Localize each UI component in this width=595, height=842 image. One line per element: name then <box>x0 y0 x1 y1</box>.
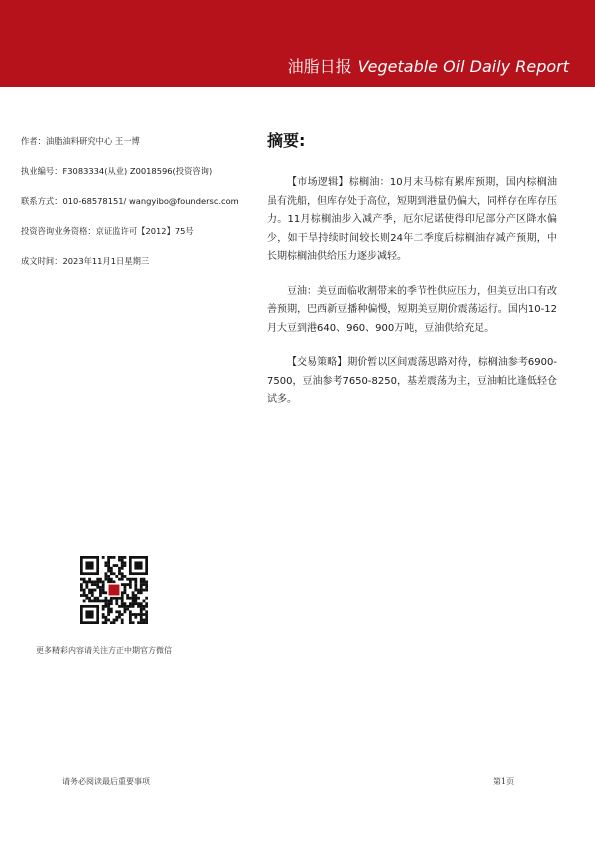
qr-code-icon <box>80 556 148 624</box>
report-title-en: Vegetable Oil Daily Report <box>357 57 569 76</box>
license-line: 执业编号：F3083334(从业) Z0018596(投资咨询) <box>21 166 213 176</box>
footer-notice: 请务必阅读最后重要事项 <box>62 777 150 786</box>
report-title <box>288 54 569 77</box>
summary-paragraph: 豆油：美豆面临收割带来的季节性供应压力，但美豆出口有改善预期，巴西新豆播种偏慢，短期美豆期价震荡运行。国内10-12月大豆到港640、960、900万吨，豆油供给充足。 <box>267 285 557 334</box>
summary-title: 摘要: <box>267 131 306 150</box>
author-info <box>21 135 251 285</box>
contact-line: 联系方式：010-68578151/ wangyibo@foundersc.com <box>21 196 239 206</box>
summary-paragraph: 【交易策略】期价暂以区间震荡思路对待，棕榈油参考6900-7500，豆油参考7650-8250，基差震荡为主，豆油帕比逢低轻仓试多。 <box>267 357 557 405</box>
header-banner <box>0 0 595 87</box>
date-line: 成文时间：2023年11月1日星期三 <box>21 256 150 266</box>
qr-caption: 更多精彩内容请关注方正中期官方微信 <box>36 646 172 655</box>
author-line: 作者：油脂油料研究中心 王一博 <box>21 136 140 146</box>
report-title-cn: 油脂日报 <box>287 57 352 76</box>
page-number: 第1页 <box>493 777 515 786</box>
qualification-line: 投资咨询业务资格：京证监许可【2012】75号 <box>21 226 194 236</box>
summary-paragraph: 【市场逻辑】棕榈油：10月末马棕有累库预期，国内棕榈油虽有洗船，但库存处于高位，短期到港量仍偏大，同样存在库存压力。11月棕榈油步入减产季，厄尔尼诺使得印尼部分产区降水偏少，如干旱持续时间较长则24年二季度后棕榈油存减产预期，中长期棕榈油供给压力逐步减轻。 <box>267 177 557 262</box>
summary-body <box>267 174 557 426</box>
